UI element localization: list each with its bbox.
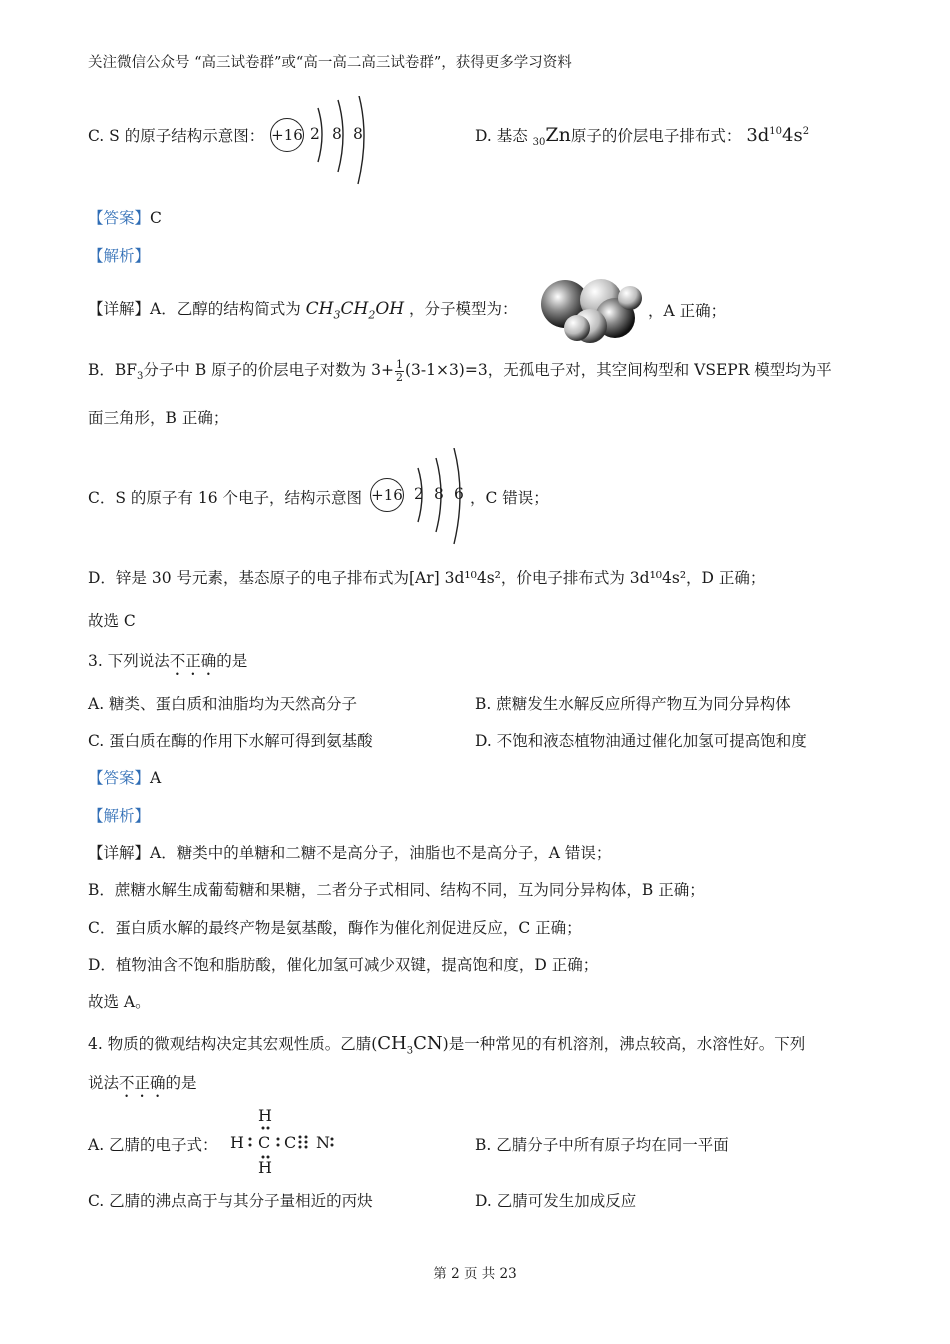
shell-2: 8 [332,125,342,143]
q4-option-b: B. 乙腈分子中所有原子均在同一平面 [475,1136,729,1154]
atom-diagram-s-288 [270,96,380,188]
q2-conclusion: 故选 C [88,612,136,630]
shell-2: 8 [434,485,444,503]
shell-arcs [270,96,380,188]
page-footer: 第 2 页 共 23 [433,1266,517,1282]
electron-dots [228,1106,348,1178]
atom-diagram-s-286 [370,448,480,548]
shell-1: 2 [414,485,424,503]
q2-detail-b: B．$BF_3$分子中 B 原子的价层电子对数为 3+ $\frac{1}{2}$ (3-1×3)=3，无孤电子对，其空间构型和 VSEPR 模型均为平 [88,357,832,384]
ethanol-model-image [535,276,645,344]
header-notice: 关注微信公众号 “高三试卷群”或“高一高二高三试卷群”，获得更多学习资料 [88,55,572,71]
q3-option-c: C. 蛋白质在酶的作用下水解可得到氨基酸 [88,732,373,750]
q3-detail-c: C．蛋白质水解的最终产物是氨基酸，酶作为催化剂促进反应，C 正确； [88,919,582,937]
nucleus-ring: +16 [270,118,304,152]
q2-detail-a-tail: ，A 正确； [648,302,727,320]
shell-1: 2 [310,125,320,143]
acetonitrile-lewis-structure: H H C C N H [228,1106,348,1178]
q3-analysis-tag: 【解析】 [88,807,151,825]
q3-detail-a: 【详解】A．糖类中的单糖和二糖不是高分子，油脂也不是高分子，A 错误； [88,844,612,862]
q2-detail-c: C．S 的原子有 16 个电子，结构示意图 [88,489,362,507]
q4-stem-line1: 4. 物质的微观结构决定其宏观性质。乙腈$(CH_3CN)$是一种常见的有机溶剂，沸点较高，水溶性好。下列 [88,1033,806,1057]
q3-option-a: A. 糖类、蛋白质和油脂均为天然高分子 [88,695,358,713]
q3-option-d: D. 不饱和液态植物油通过催化加氢可提高饱和度 [475,732,807,750]
q2-detail-a: 【详解】A．乙醇的结构简式为 $CH_3CH_2OH$ ，分子模型为： [88,299,518,322]
q3-detail-b: B．蔗糖水解生成葡萄糖和果糖，二者分子式相同、结构不同，互为同分异构体，B 正确； [88,881,705,899]
q4-stem-line2: 说法不正确的是 [88,1074,197,1092]
q4-option-a: A. 乙腈的电子式： [88,1136,218,1154]
q2-detail-c-tail: ，C 错误； [470,489,549,507]
q2-analysis-tag: 【解析】 [88,247,151,265]
q3-stem: 3. 下列说法不正确的是 [88,652,248,670]
q2-answer: 【答案】C [88,209,162,227]
q3-answer: 【答案】A [88,769,162,787]
q3-conclusion: 故选 A。 [88,993,151,1011]
q4-option-d: D. 乙腈可发生加成反应 [475,1192,637,1210]
q2-option-c-label: C. S 的原子结构示意图： [88,127,265,145]
q2-option-d: D. 基态 $_{30}$Zn原子的价层电子排布式： $3d^{10}4s^2$ [475,124,810,149]
q3-detail-d: D．植物油含不饱和脂肪酸，催化加氢可减少双键，提高饱和度，D 正确； [88,956,599,974]
shell-3: 6 [454,485,464,503]
q4-option-c: C. 乙腈的沸点高于与其分子量相近的丙炔 [88,1192,373,1210]
nucleus-ring: +16 [370,478,404,512]
q3-option-b: B. 蔗糖发生水解反应所得产物互为同分异构体 [475,695,791,713]
q2-detail-d: D．锌是 30 号元素，基态原子的电子排布式为[Ar] 3d¹⁰4s²，价电子排布式为 3d¹⁰4s²，D 正确； [88,569,766,587]
q2-detail-b-cont: 面三角形，B 正确； [88,409,229,427]
shell-3: 8 [353,125,363,143]
